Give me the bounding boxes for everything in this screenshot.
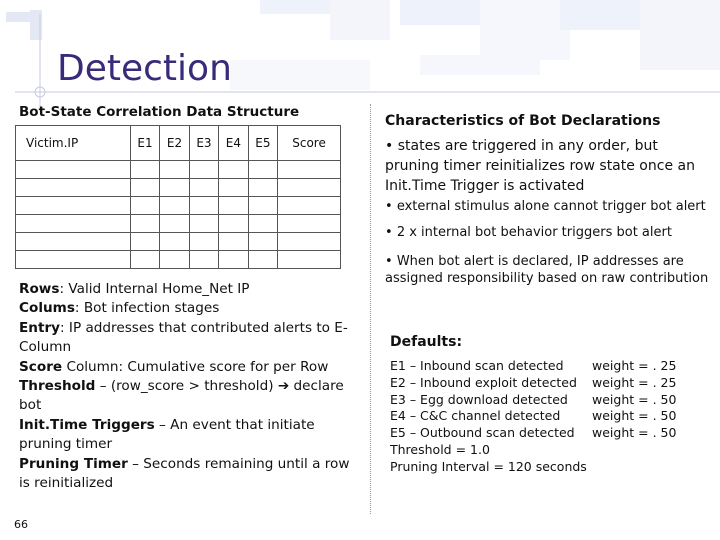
table-cell — [189, 251, 218, 269]
desc-init-time: Init.Time Triggers – An event that initiate pruning timer — [19, 416, 315, 453]
table-cell — [189, 215, 218, 233]
page-number: 66 — [14, 518, 28, 531]
table-cell — [189, 197, 218, 215]
table-cell — [130, 233, 159, 251]
characteristics-heading: Characteristics of Bot Declarations — [385, 113, 661, 129]
table-cell — [278, 161, 341, 179]
table-cell — [219, 251, 248, 269]
table-cell — [248, 233, 277, 251]
table-cell — [248, 197, 277, 215]
table-row — [16, 179, 341, 197]
bullet-1: • states are triggered in any order, but pruning timer reinitializes row state once an Init.Time Trigger is activated — [385, 138, 695, 194]
desc-pruning-timer: Pruning Timer – Seconds remaining until a row is reinitialized — [19, 455, 350, 492]
bullet-3: • 2 x internal bot behavior triggers bot alert — [385, 225, 672, 240]
table-row — [16, 233, 341, 251]
bot-state-table — [15, 125, 341, 269]
col-e1: E1 — [130, 126, 159, 161]
desc-threshold: Threshold – (row_score > threshold) ➔ declare bot — [19, 378, 344, 414]
table-cell — [278, 197, 341, 215]
desc-colums: Colums: Bot infection stages — [19, 300, 220, 317]
table-title: Bot-State Correlation Data Structure — [19, 104, 300, 120]
table-cell — [16, 179, 131, 197]
table-cell — [219, 197, 248, 215]
table-cell — [219, 215, 248, 233]
col-e3: E3 — [189, 126, 218, 161]
table-cell — [278, 179, 341, 197]
table-cell — [219, 179, 248, 197]
table-cell — [16, 233, 131, 251]
table-description — [19, 280, 364, 493]
table-header-row — [16, 126, 341, 161]
default-row: E2 – Inbound exploit detected weight = . 25 — [390, 374, 677, 390]
table-cell — [130, 197, 159, 215]
default-row: Pruning Interval = 120 seconds — [390, 458, 587, 474]
table-cell — [160, 251, 189, 269]
table-cell — [130, 161, 159, 179]
table-cell — [160, 215, 189, 233]
column-divider — [370, 104, 371, 514]
table-row — [16, 215, 341, 233]
table-cell — [189, 161, 218, 179]
table-cell — [160, 179, 189, 197]
table-cell — [248, 179, 277, 197]
desc-score: Score Column: Cumulative score for per Row — [19, 358, 329, 375]
default-row: Threshold = 1.0 — [390, 441, 490, 457]
table-cell — [219, 233, 248, 251]
table-cell — [16, 251, 131, 269]
table-row — [16, 197, 341, 215]
table-cell — [189, 233, 218, 251]
bullet-4: • When bot alert is declared, IP addresses are assigned responsibility based on raw contribution — [385, 254, 709, 286]
table-row — [16, 251, 341, 269]
table-cell — [130, 251, 159, 269]
table-cell — [189, 179, 218, 197]
table-cell — [130, 179, 159, 197]
table-cell — [248, 215, 277, 233]
default-row: E1 – Inbound scan detected weight = . 25 — [390, 358, 677, 373]
table-cell — [160, 161, 189, 179]
defaults-list — [390, 358, 676, 476]
table-cell — [248, 251, 277, 269]
col-victim-ip: Victim.IP — [16, 126, 131, 161]
table-cell — [278, 251, 341, 269]
table-cell — [160, 197, 189, 215]
bullet-2: • external stimulus alone cannot trigger bot alert — [385, 199, 706, 214]
default-row: E4 – C&C channel detected weight = . 50 — [390, 408, 677, 424]
table-cell — [248, 161, 277, 179]
page-title: Detection — [57, 48, 232, 89]
defaults-heading: Defaults: — [390, 334, 463, 350]
table-cell — [278, 233, 341, 251]
desc-entry: Entry: IP addresses that contributed alerts to E-Column — [19, 319, 348, 356]
col-e4: E4 — [219, 126, 248, 161]
table-cell — [160, 233, 189, 251]
default-row: E3 – Egg download detected weight = . 50 — [390, 391, 677, 407]
table-cell — [16, 215, 131, 233]
table-cell — [219, 161, 248, 179]
desc-rows: Rows: Valid Internal Home_Net IP — [19, 281, 250, 297]
default-row: E5 – Outbound scan detected weight = . 50 — [390, 425, 677, 441]
table-cell — [278, 215, 341, 233]
col-e2: E2 — [160, 126, 189, 161]
col-e5: E5 — [248, 126, 277, 161]
table-cell — [16, 197, 131, 215]
table-cell — [130, 215, 159, 233]
table-cell — [16, 161, 131, 179]
col-score: Score — [278, 126, 341, 161]
table-row — [16, 161, 341, 179]
